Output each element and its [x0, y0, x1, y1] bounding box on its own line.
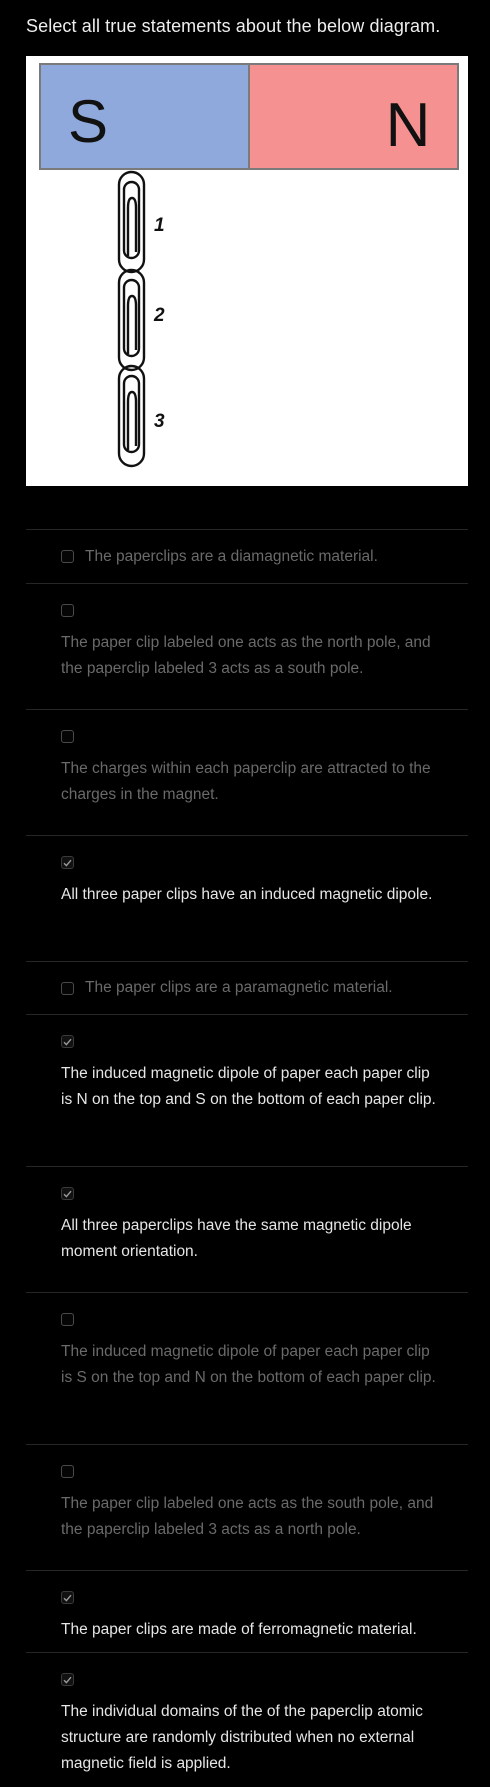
answer-options — [26, 529, 468, 1787]
clip-label-2: 2 — [154, 305, 165, 326]
answer-option-8[interactable] — [26, 1292, 468, 1444]
checkbox-10[interactable] — [61, 1591, 74, 1604]
checkmark-icon — [63, 1038, 72, 1046]
answer-label-9: The paper clip labeled one acts as the south pole, and the paperclip labeled 3 acts as a north pole. — [61, 1495, 434, 1538]
answer-label-11: The individual domains of the of the paperclip atomic structure are randomly distributed when no external magnetic field is applied. — [61, 1703, 423, 1772]
answer-option-6[interactable] — [26, 1014, 468, 1166]
paperclip-1 — [119, 172, 144, 272]
answer-label-7: All three paperclips have the same magnetic dipole moment orientation. — [61, 1217, 412, 1260]
checkbox-4[interactable] — [61, 856, 74, 869]
checkbox-1[interactable] — [61, 550, 74, 563]
answer-label-2: The paper clip labeled one acts as the north pole, and the paperclip labeled 3 acts as a south pole. — [61, 634, 431, 677]
answer-label-1: The paperclips are a diamagnetic material. — [85, 547, 378, 565]
answer-option-2[interactable] — [26, 583, 468, 709]
answer-label-5: The paper clips are a paramagnetic material. — [85, 979, 393, 996]
answer-label-4: All three paper clips have an induced magnetic dipole. — [61, 886, 433, 903]
magnet-diagram — [26, 56, 468, 486]
checkbox-9[interactable] — [61, 1465, 74, 1478]
answer-label-3: The charges within each paperclip are attracted to the charges in the magnet. — [61, 760, 431, 803]
checkmark-icon — [63, 1190, 72, 1198]
paperclip-3 — [119, 366, 144, 466]
checkbox-11[interactable] — [61, 1673, 74, 1686]
clip-label-3: 3 — [154, 411, 165, 432]
question-text: Select all true statements about the below diagram. — [26, 16, 441, 36]
answer-option-1[interactable] — [26, 529, 468, 583]
checkbox-7[interactable] — [61, 1187, 74, 1200]
magnet-north-label: N — [385, 91, 431, 160]
checkbox-8[interactable] — [61, 1313, 74, 1326]
magnet-diagram-svg — [26, 56, 468, 486]
clip-label-1: 1 — [154, 215, 165, 236]
checkbox-3[interactable] — [61, 730, 74, 743]
checkmark-icon — [63, 1594, 72, 1602]
paperclip-2 — [119, 270, 144, 370]
magnet-south-label: S — [67, 88, 109, 155]
checkbox-5[interactable] — [61, 982, 74, 995]
answer-option-4[interactable] — [26, 835, 468, 961]
answer-label-10: The paper clips are made of ferromagnetic material. — [61, 1621, 417, 1638]
checkbox-2[interactable] — [61, 604, 74, 617]
checkmark-icon — [63, 1676, 72, 1684]
answer-label-6: The induced magnetic dipole of paper each paper clip is N on the top and S on the bottom of each paper clip. — [61, 1065, 436, 1108]
answer-option-9[interactable] — [26, 1444, 468, 1570]
answer-label-8: The induced magnetic dipole of paper each paper clip is S on the top and N on the bottom of each paper clip. — [61, 1343, 436, 1386]
answer-option-11[interactable] — [26, 1652, 468, 1787]
answer-option-3[interactable] — [26, 709, 468, 835]
checkbox-6[interactable] — [61, 1035, 74, 1048]
answer-option-7[interactable] — [26, 1166, 468, 1292]
checkmark-icon — [63, 859, 72, 867]
answer-option-5[interactable] — [26, 961, 468, 1014]
answer-option-10[interactable] — [26, 1570, 468, 1652]
